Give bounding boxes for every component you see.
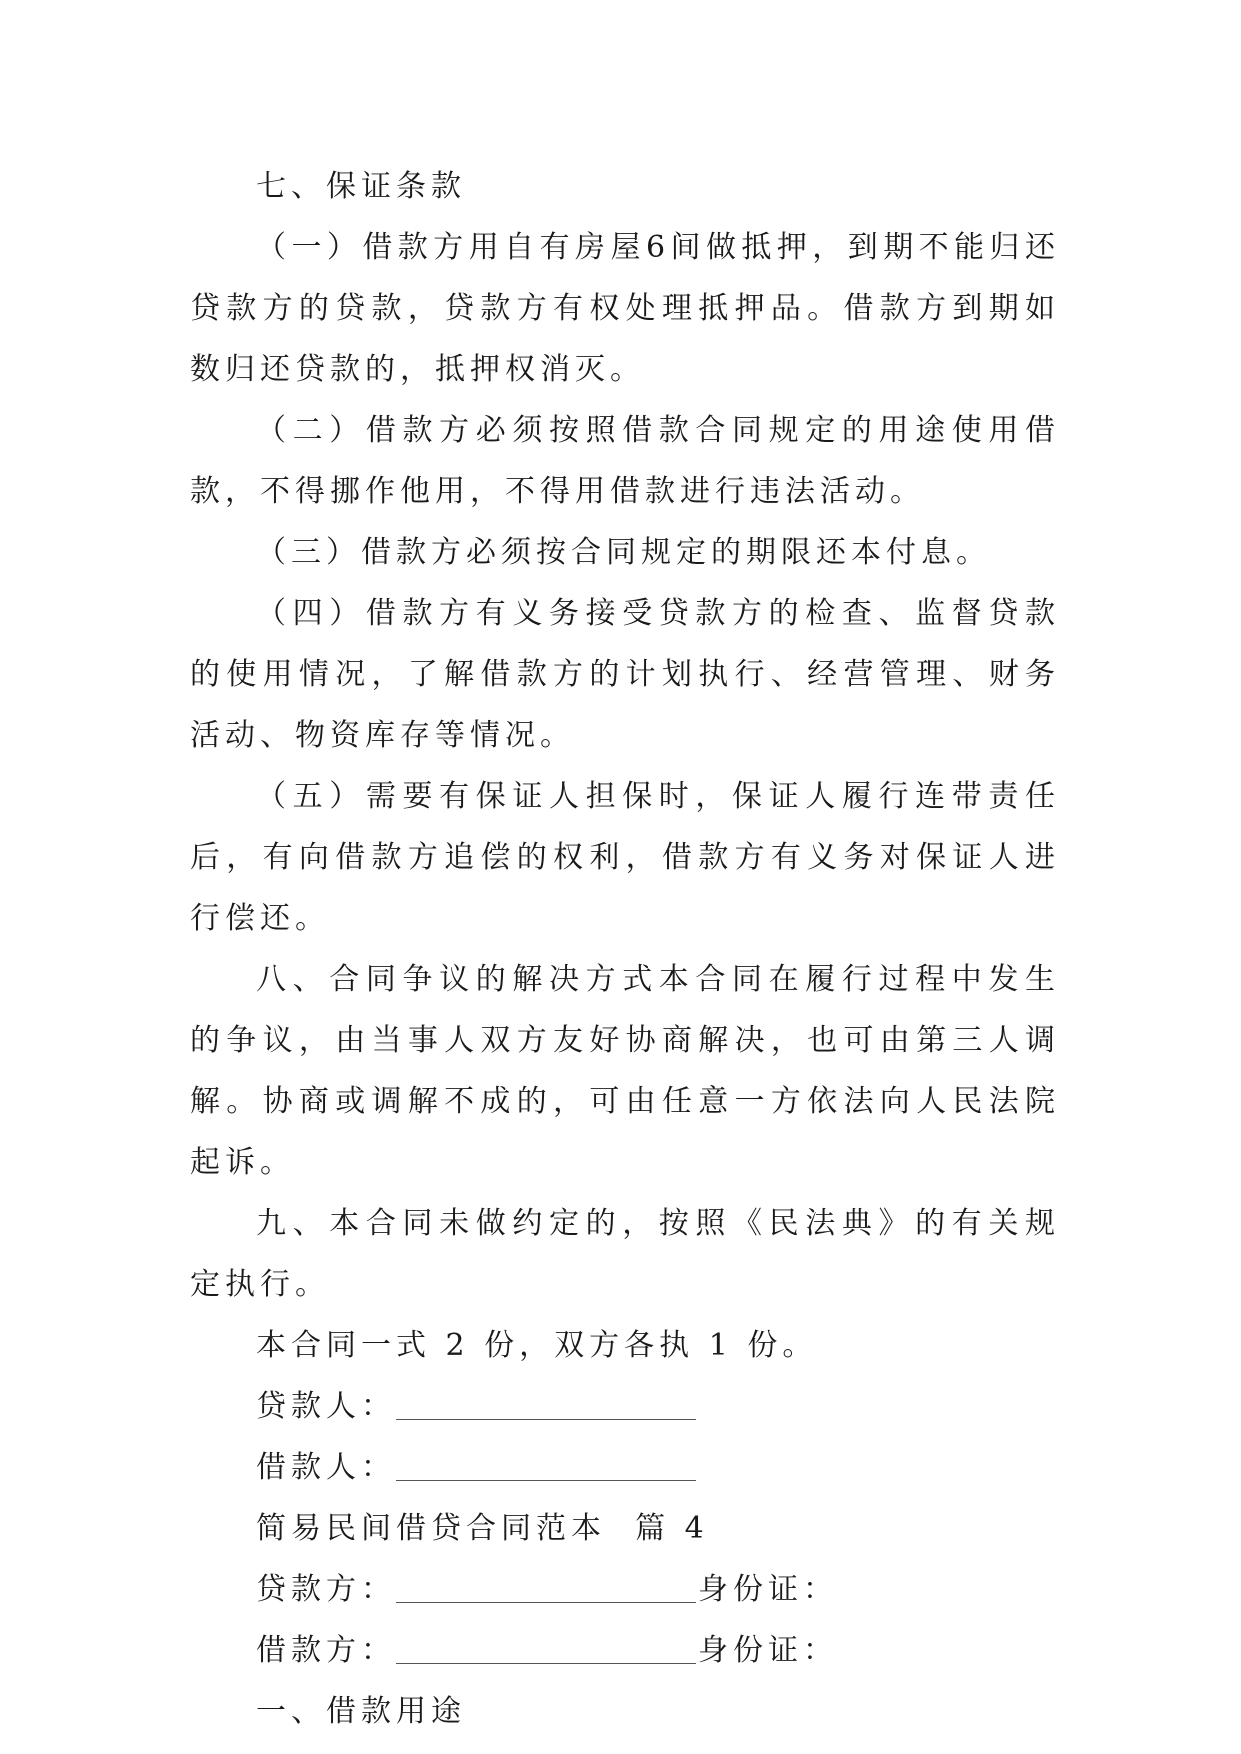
borrower-label: 借款人：: [256, 1450, 396, 1485]
clause-7-item-3: （三）借款方必须按合同规定的期限还本付息。: [256, 535, 991, 570]
clause-heading-7: 七、保证条款: [256, 169, 466, 204]
section-title: 简易民间借贷合同范本 篇 4: [256, 1511, 709, 1546]
clause-7-item-2: （二）借款方必须按照借款合同规定的用途使用借款，不得挪作他用，不得用借款进行违法活动。: [190, 413, 1060, 509]
lender-party-blank: [396, 1572, 696, 1603]
lender-signature-line: [190, 1376, 1060, 1437]
document-body: [190, 156, 1060, 1742]
clause-7-item-5: （五）需要有保证人担保时，保证人履行连带责任后，有向借款方追偿的权利，借款方有义务对保证人进行偿还。: [190, 779, 1060, 936]
lender-party-label: 贷款方：: [256, 1572, 396, 1607]
lender-label: 贷款人：: [256, 1389, 396, 1424]
clause-7-item-4: （四）借款方有义务接受贷款方的检查、监督贷款的使用情况，了解借款方的计划执行、经营管理、财务活动、物资库存等情况。: [190, 596, 1060, 753]
borrower-id-label: 身份证：: [698, 1633, 838, 1668]
borrower-party-blank: [396, 1633, 696, 1664]
borrower-party-label: 借款方：: [256, 1633, 396, 1668]
borrower-blank: [396, 1450, 696, 1481]
clause-8: 八、合同争议的解决方式本合同在履行过程中发生的争议，由当事人双方友好协商解决，也可由第三人调解。协商或调解不成的，可由任意一方依法向人民法院起诉。: [190, 962, 1060, 1180]
lender-party-line: [190, 1559, 1060, 1620]
borrower-signature-line: [190, 1437, 1060, 1498]
clause-7-item-1: （一）借款方用自有房屋6间做抵押，到期不能归还贷款方的贷款，贷款方有权处理抵押品。借款方到期如数归还贷款的，抵押权消灭。: [190, 230, 1060, 387]
lender-blank: [396, 1389, 696, 1420]
clause-9: 九、本合同未做约定的，按照《民法典》的有关规定执行。: [190, 1206, 1060, 1302]
clause-heading-1: 一、借款用途: [256, 1694, 466, 1729]
copies-statement: 本合同一式 2 份，双方各执 1 份。: [256, 1328, 818, 1363]
lender-id-label: 身份证：: [698, 1572, 838, 1607]
borrower-party-line: [190, 1620, 1060, 1681]
